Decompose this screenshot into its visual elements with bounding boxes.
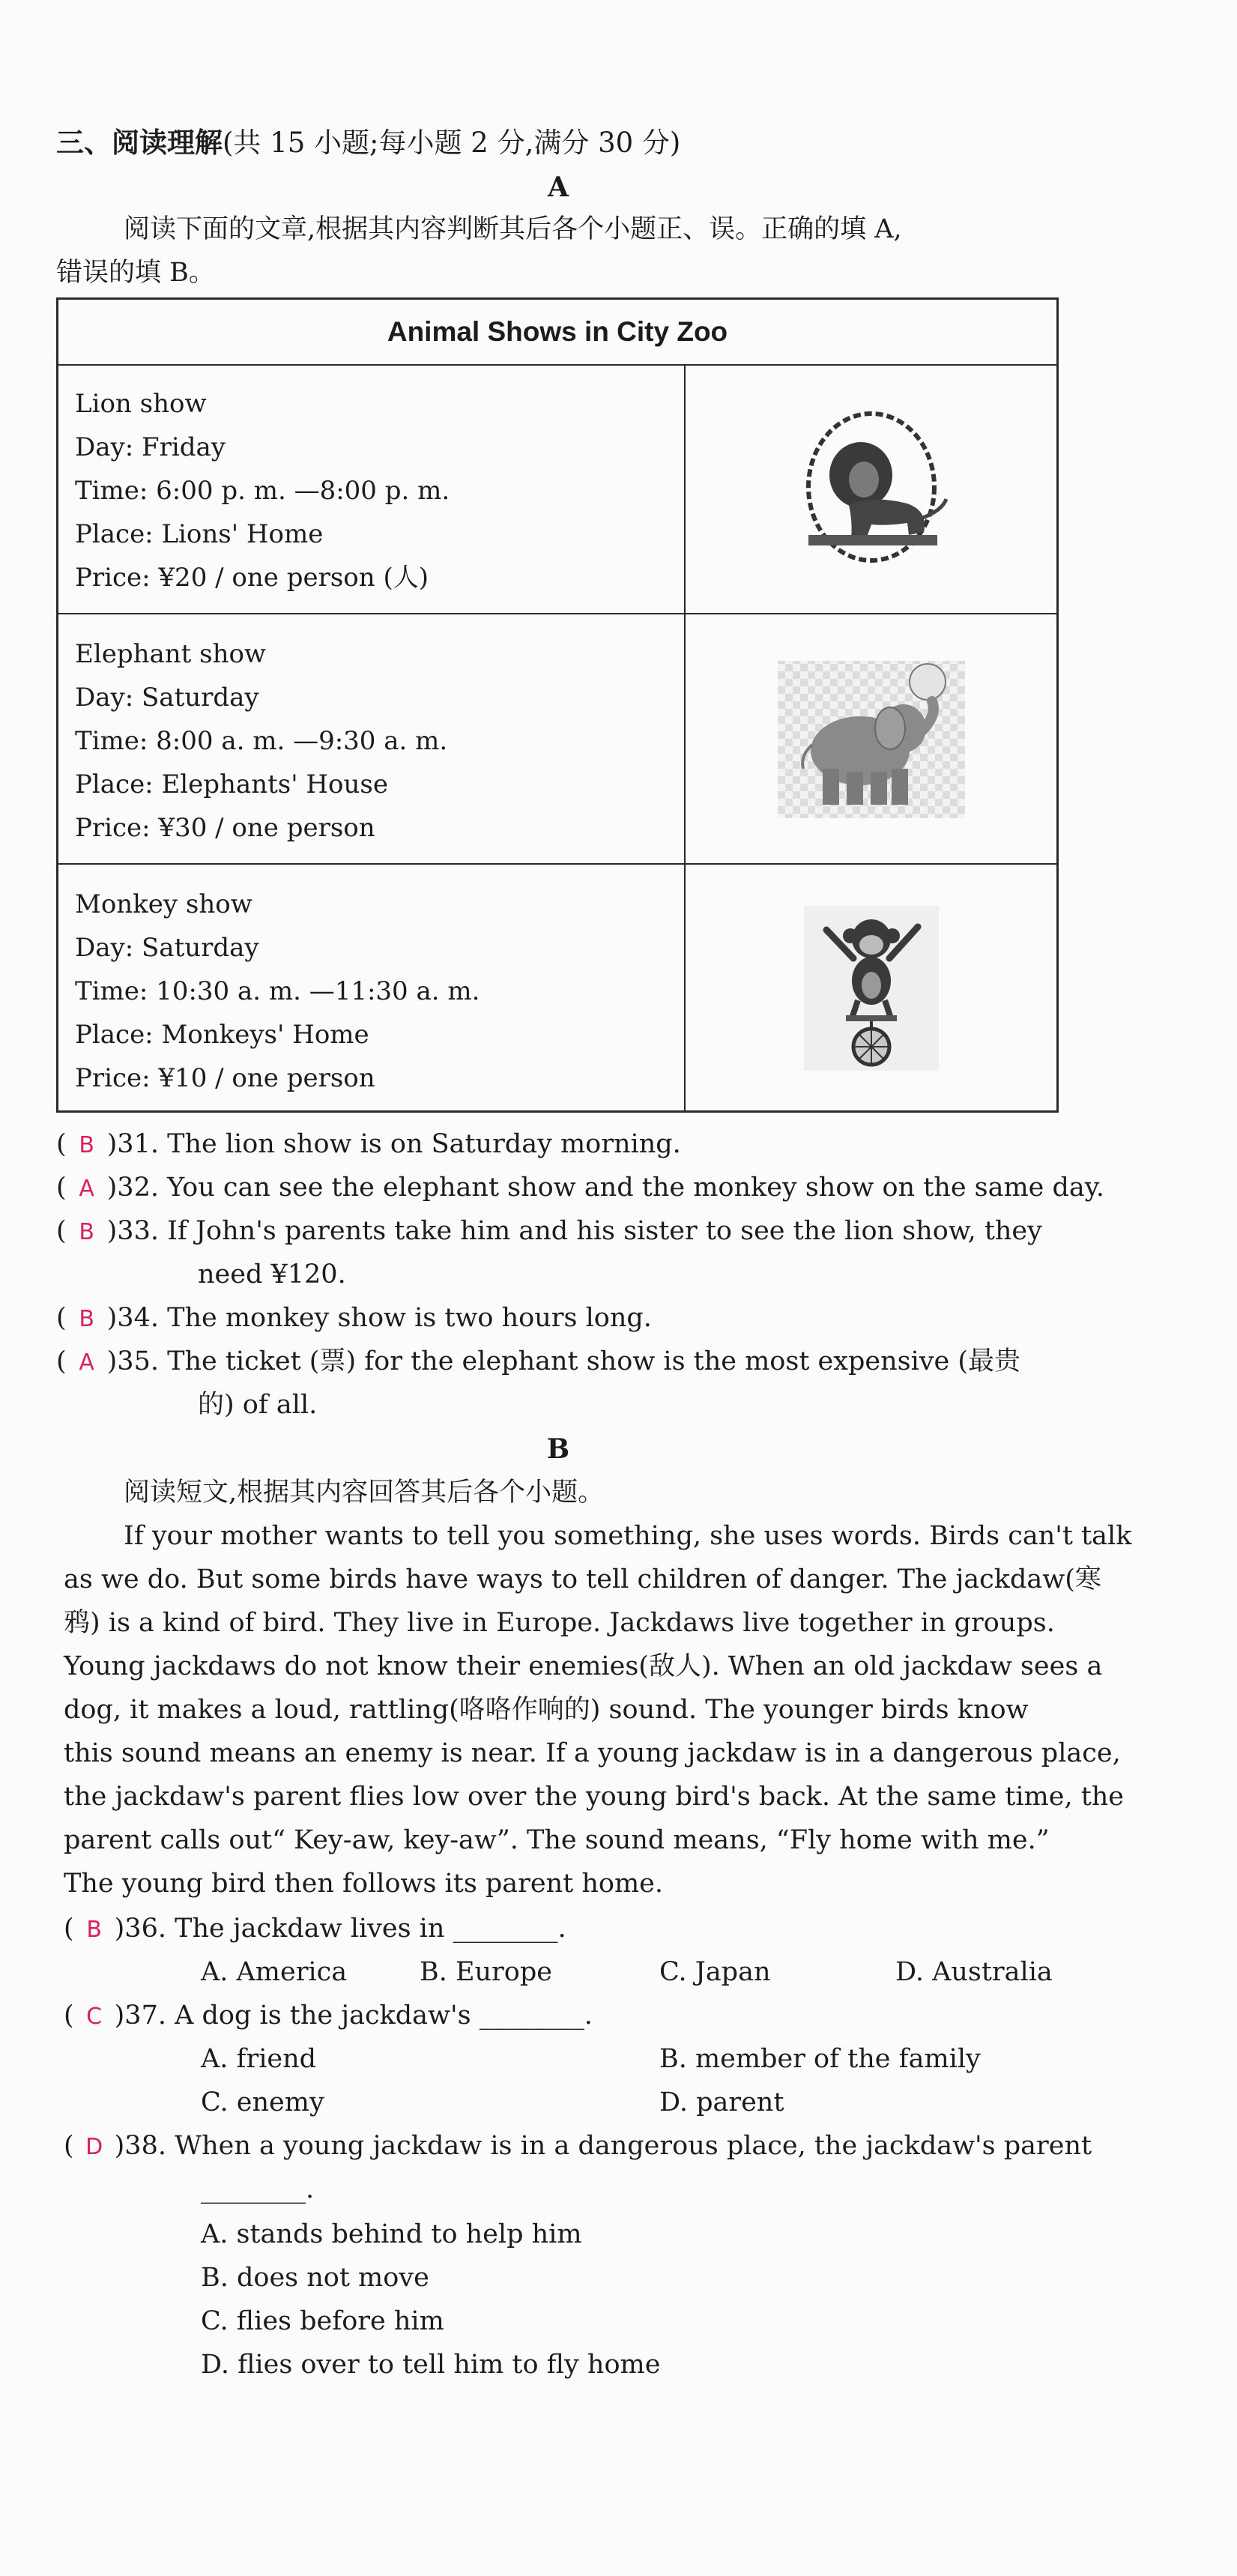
option: C. Japan bbox=[659, 1957, 771, 1987]
part-a-label: A bbox=[548, 172, 569, 203]
question-31: ( B )31. The lion show is on Saturday morning. bbox=[56, 1128, 681, 1162]
option: A. friend bbox=[201, 2044, 317, 2074]
passage-line: The young bird then follows its parent home. bbox=[64, 1869, 663, 1899]
option: B. Europe bbox=[420, 1957, 552, 1987]
part-a-instruction-2: 错误的填 B。 bbox=[56, 258, 215, 288]
question-36: ( B )36. The jackdaw lives in ________. bbox=[64, 1912, 566, 1947]
animal-shows-table bbox=[56, 297, 1059, 1113]
question-38-blank: ________. bbox=[201, 2174, 315, 2204]
passage-line: as we do. But some birds have ways to tell children of danger. The jackdaw(寒 bbox=[64, 1564, 1101, 1594]
table-title: Animal Shows in City Zoo bbox=[58, 300, 1056, 366]
question-35-cont: 的) of all. bbox=[198, 1390, 318, 1420]
show-price: Price: ¥20 / one person (人) bbox=[75, 563, 429, 593]
passage-line: Young jackdaws do not know their enemies(敌人). When an old jackdaw sees a bbox=[64, 1651, 1103, 1681]
option: A. stands behind to help him bbox=[201, 2219, 582, 2249]
show-day: Day: Friday bbox=[75, 432, 226, 462]
question-37: ( C )37. A dog is the jackdaw's ________. bbox=[64, 1999, 593, 2034]
answer-38: D bbox=[85, 2134, 103, 2160]
answer-34: B bbox=[79, 1306, 94, 1332]
question-35: ( A )35. The ticket (票) for the elephant show is the most expensive (最贵 bbox=[56, 1345, 1020, 1379]
show-place: Place: Elephants' House bbox=[75, 770, 388, 799]
show-place: Place: Monkeys' Home bbox=[75, 1020, 369, 1050]
answer-32: A bbox=[79, 1176, 94, 1202]
passage-line: If your mother wants to tell you something, she uses words. Birds can't talk bbox=[124, 1521, 1132, 1551]
part-a-instruction-1: 阅读下面的文章,根据其内容判断其后各个小题正、误。正确的填 A, bbox=[124, 214, 902, 244]
show-price: Price: ¥30 / one person bbox=[75, 813, 375, 843]
show-time: Time: 6:00 p. m. —8:00 p. m. bbox=[75, 476, 450, 506]
question-38: ( D )38. When a young jackdaw is in a dangerous place, the jackdaw's parent bbox=[64, 2129, 1092, 2164]
question-33: ( B )33. If John's parents take him and his sister to see the lion show, they bbox=[56, 1215, 1042, 1249]
monkey-icon bbox=[804, 906, 939, 1071]
show-price: Price: ¥10 / one person bbox=[75, 1063, 375, 1093]
answer-36: B bbox=[86, 1917, 102, 1943]
passage-line: 鸦) is a kind of bird. They live in Europe. Jackdaws live together in groups. bbox=[64, 1608, 1055, 1638]
elephant-icon bbox=[778, 656, 965, 821]
show-name: Monkey show bbox=[75, 889, 252, 919]
section-note: (共 15 小题;每小题 2 分,满分 30 分) bbox=[223, 127, 681, 159]
question-32: ( A )32. You can see the elephant show and the monkey show on the same day. bbox=[56, 1171, 1104, 1206]
question-34: ( B )34. The monkey show is two hours long. bbox=[56, 1301, 652, 1336]
option: D. parent bbox=[659, 2087, 784, 2117]
answer-31: B bbox=[79, 1132, 94, 1158]
passage-line: this sound means an enemy is near. If a young jackdaw is in a dangerous place, bbox=[64, 1738, 1121, 1768]
option: A. America bbox=[201, 1957, 348, 1987]
option: C. enemy bbox=[201, 2087, 324, 2117]
show-time: Time: 10:30 a. m. —11:30 a. m. bbox=[75, 976, 480, 1006]
option: B. does not move bbox=[201, 2263, 429, 2293]
show-time: Time: 8:00 a. m. —9:30 a. m. bbox=[75, 726, 448, 756]
show-name: Lion show bbox=[75, 389, 207, 419]
table-row-monkey-show bbox=[58, 865, 1056, 1112]
part-b-instruction: 阅读短文,根据其内容回答其后各个小题。 bbox=[124, 1478, 605, 1508]
table-row-lion-show bbox=[58, 364, 1056, 614]
option: B. member of the family bbox=[659, 2044, 981, 2074]
question-33-cont: need ¥120. bbox=[198, 1260, 346, 1289]
lion-icon bbox=[781, 406, 961, 571]
section-title: 三、阅读理解 bbox=[56, 126, 223, 159]
show-name: Elephant show bbox=[75, 639, 267, 669]
option: D. Australia bbox=[895, 1957, 1053, 1987]
passage-line: parent calls out“ Key-aw, key-aw”. The sound means, “Fly home with me.” bbox=[64, 1825, 1050, 1855]
table-row-elephant-show bbox=[58, 614, 1056, 865]
show-day: Day: Saturday bbox=[75, 683, 259, 713]
answer-33: B bbox=[79, 1219, 94, 1245]
option: D. flies over to tell him to fly home bbox=[201, 2350, 661, 2380]
passage-line: the jackdaw's parent flies low over the young bird's back. At the same time, the bbox=[64, 1782, 1125, 1812]
passage-line: dog, it makes a loud, rattling(咯咯作响的) sound. The younger birds know bbox=[64, 1695, 1029, 1725]
option: C. flies before him bbox=[201, 2306, 444, 2336]
part-b-label: B bbox=[546, 1433, 570, 1465]
section-heading bbox=[56, 126, 680, 160]
show-day: Day: Saturday bbox=[75, 933, 259, 963]
answer-35: A bbox=[79, 1349, 94, 1376]
show-place: Place: Lions' Home bbox=[75, 519, 324, 549]
answer-37: C bbox=[86, 2004, 103, 2030]
